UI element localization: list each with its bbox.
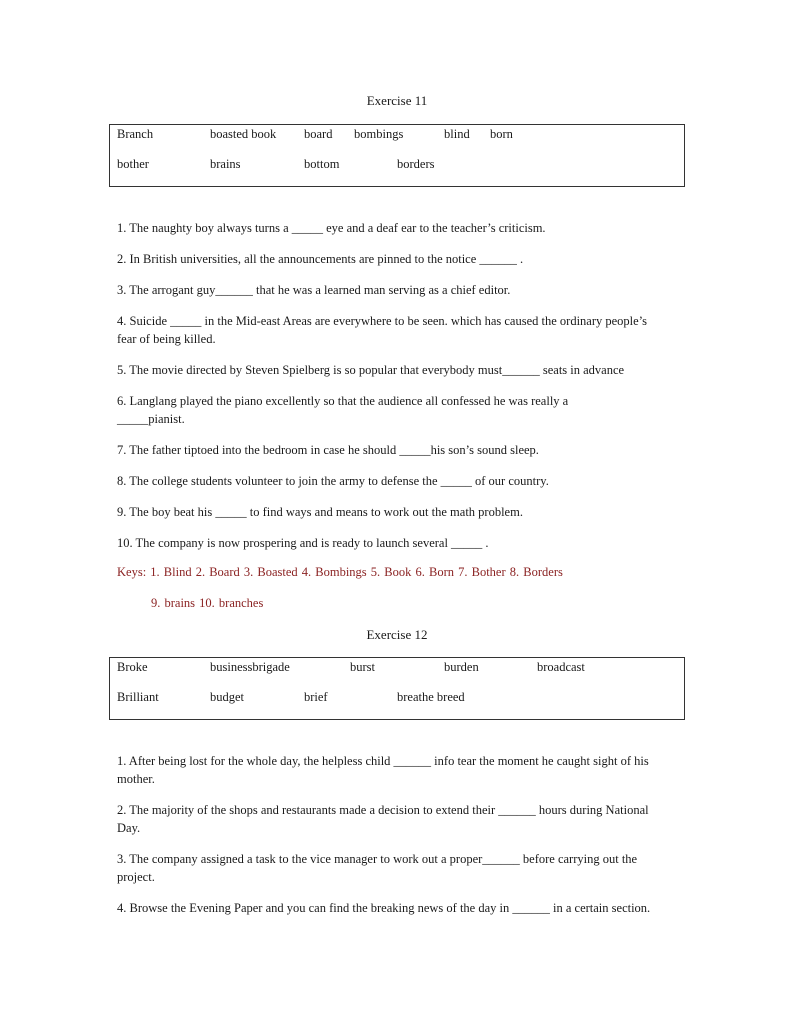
question-item: 8. The college students volunteer to join the army to defense the _____ of our country. (117, 474, 549, 488)
question-item: 7. The father tiptoed into the bedroom in case he should _____his son’s sound sleep. (117, 443, 539, 457)
word-bank-item: budget (210, 690, 245, 704)
exercise-12-word-box (109, 657, 685, 720)
word-bank-item: burden (444, 660, 479, 674)
question-item: 4. Suicide _____ in the Mid-east Areas are everywhere to be seen. which has caused the ordinary people’s fear of being killed. (117, 314, 648, 346)
answer-keys-continued: 9. brains 10. branches (151, 596, 264, 610)
question-item: 2. In British universities, all the announcements are pinned to the notice ______ . (117, 252, 524, 266)
question-item: 4. Browse the Evening Paper and you can find the breaking news of the day in ______ in a certain section. (117, 901, 651, 915)
word-bank-item: businessbrigade (210, 660, 290, 674)
word-bank-item: brief (304, 690, 328, 704)
exercise-11-word-box (109, 124, 685, 187)
word-bank-item: Brilliant (117, 690, 159, 704)
word-bank-item: bother (117, 157, 149, 171)
answer-keys: Keys: 1. Blind 2. Board 3. Boasted 4. Bombings 5. Book 6. Born 7. Bother 8. Borders (117, 565, 563, 579)
word-bank-item: brains (210, 157, 241, 171)
exercise-11-title: Exercise 11 (366, 93, 428, 108)
question-item: 3. The company assigned a task to the vice manager to work out a proper______ before carrying out the project. (117, 852, 638, 884)
word-bank-item: Branch (117, 127, 154, 141)
word-bank-item: born (490, 127, 513, 141)
word-bank-item: bombings (354, 127, 404, 141)
question-item: 1. After being lost for the whole day, the helpless child ______ info tear the moment he caught sight of his mother. (117, 754, 649, 786)
word-bank-item: broadcast (537, 660, 585, 674)
question-item: 3. The arrogant guy______ that he was a learned man serving as a chief editor. (117, 283, 511, 297)
word-bank-item: burst (350, 660, 375, 674)
question-item: 9. The boy beat his _____ to find ways and means to work out the math problem. (117, 505, 523, 519)
question-item: 10. The company is now prospering and is ready to launch several _____ . (117, 536, 489, 550)
question-item: 5. The movie directed by Steven Spielberg is so popular that everybody must______ seats in advance (117, 363, 625, 377)
question-item: 2. The majority of the shops and restaurants made a decision to extend their ______ hours during National Day. (117, 803, 649, 835)
word-bank-item: blind (444, 127, 470, 141)
question-item: 1. The naughty boy always turns a _____ eye and a deaf ear to the teacher’s criticism. (117, 221, 546, 235)
word-bank-item: board (304, 127, 333, 141)
word-bank-item: boasted book (210, 127, 277, 141)
exercise-12-title: Exercise 12 (366, 627, 428, 642)
question-item: 6. Langlang played the piano excellently so that the audience all confessed he was really a _____pianist. (117, 394, 569, 426)
word-bank-item: borders (397, 157, 435, 171)
word-bank-item: breathe breed (397, 690, 465, 704)
word-bank-item: bottom (304, 157, 340, 171)
word-bank-item: Broke (117, 660, 148, 674)
